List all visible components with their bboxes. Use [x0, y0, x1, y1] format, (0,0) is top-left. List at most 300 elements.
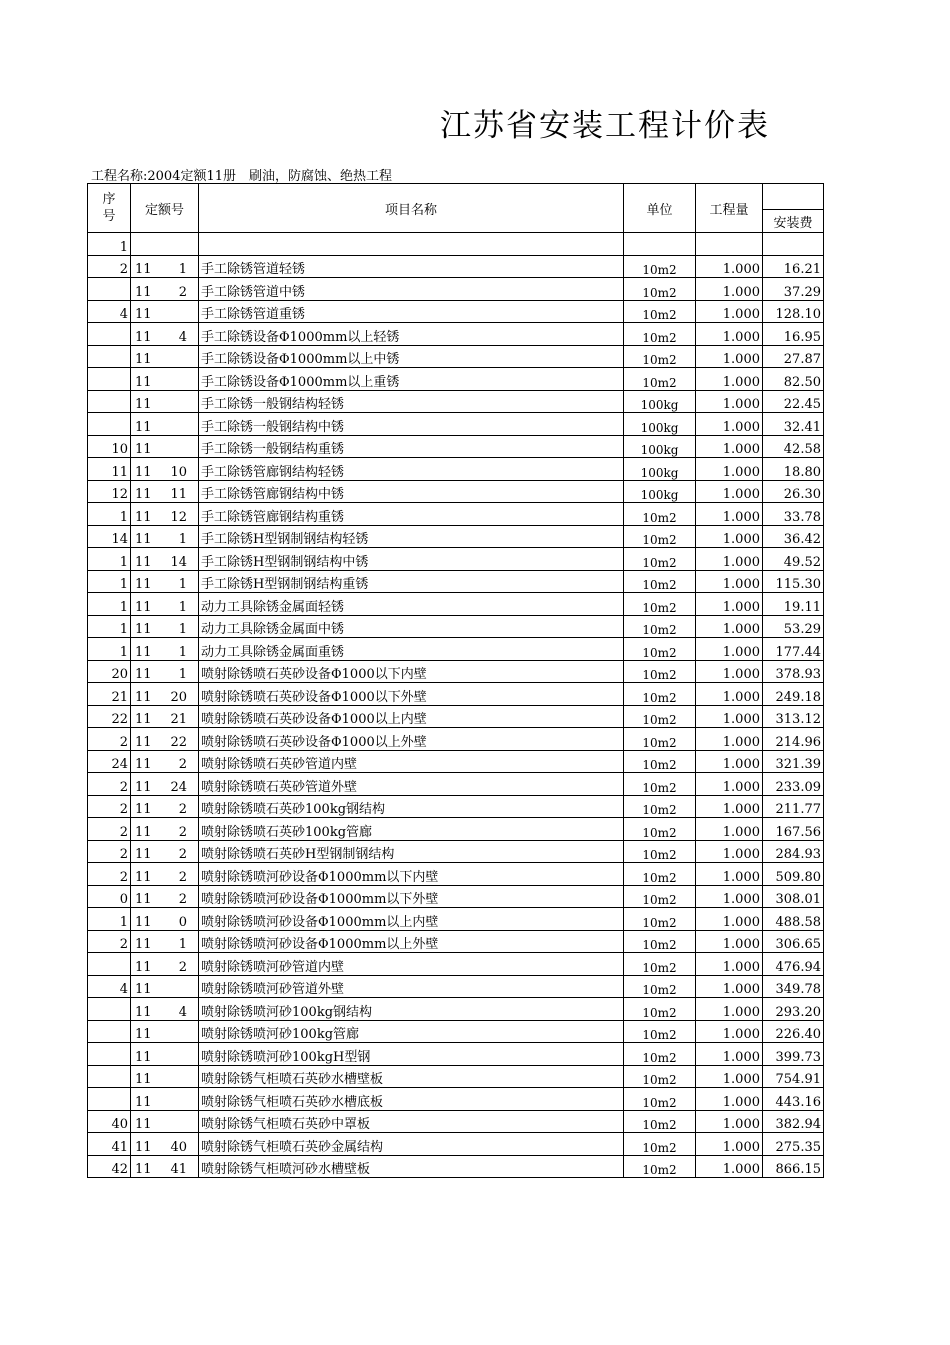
row-qty: 1.000 — [696, 480, 763, 503]
row-qty: 1.000 — [696, 323, 763, 346]
row-qty: 1.000 — [696, 930, 763, 953]
row-code-item: 22 — [170, 734, 187, 750]
row-unit: 100kg — [624, 458, 696, 481]
row-code-item: 2 — [178, 757, 187, 772]
row-seq: 1 — [88, 615, 131, 638]
row-fee: 82.50 — [763, 368, 824, 391]
table-row — [88, 998, 824, 1021]
row-unit: 10m2 — [624, 278, 696, 301]
row-fee: 177.44 — [763, 638, 824, 661]
row-code — [131, 638, 199, 661]
row-seq: 2 — [88, 795, 131, 818]
row-unit: 10m2 — [624, 300, 696, 323]
row-unit: 10m2 — [624, 953, 696, 976]
row-seq: 24 — [88, 750, 131, 773]
row-seq: 4 — [88, 300, 131, 323]
row-code-chapter: 11 — [135, 1139, 152, 1155]
table-row — [88, 683, 824, 706]
row-fee: 293.20 — [763, 998, 824, 1021]
row-seq: 1 — [88, 570, 131, 593]
row-qty: 1.000 — [696, 525, 763, 548]
row-unit: 10m2 — [624, 638, 696, 661]
row-name: 喷射除锈气柜喷石英砂水槽底板 — [199, 1088, 624, 1111]
row-code-item: 41 — [170, 1162, 187, 1177]
table-row — [88, 368, 824, 391]
row-code — [131, 503, 199, 526]
table-row — [88, 930, 824, 953]
row-unit: 10m2 — [624, 863, 696, 886]
row-qty: 1.000 — [696, 548, 763, 571]
row-unit: 10m2 — [624, 525, 696, 548]
row-code-item: 0 — [178, 914, 187, 930]
table-header — [88, 184, 824, 233]
table-row — [88, 953, 824, 976]
row-qty: 1.000 — [696, 908, 763, 931]
row-name: 动力工具除锈金属面重锈 — [199, 638, 624, 661]
row-qty: 1.000 — [696, 390, 763, 413]
row-qty: 1.000 — [696, 255, 763, 278]
row-unit: 10m2 — [624, 1110, 696, 1133]
row-code-chapter: 11 — [135, 802, 152, 817]
row-unit: 10m2 — [624, 975, 696, 998]
header-unit: 单位 — [624, 184, 696, 233]
row-fee: 382.94 — [763, 1110, 824, 1133]
table-body — [88, 233, 824, 1178]
row-qty: 1.000 — [696, 885, 763, 908]
row-code — [131, 908, 199, 931]
row-code-item: 4 — [178, 1004, 187, 1020]
row-code — [131, 233, 199, 256]
page-title: 江苏省安装工程计价表 — [440, 108, 770, 144]
row-unit: 10m2 — [624, 323, 696, 346]
row-seq: 2 — [88, 773, 131, 796]
row-name: 手工除锈管廊钢结构中锈 — [199, 480, 624, 503]
row-code — [131, 1110, 199, 1133]
row-code-item: 1 — [178, 667, 187, 682]
table-row — [88, 525, 824, 548]
row-fee: 866.15 — [763, 1155, 824, 1178]
row-code-chapter: 11 — [135, 959, 152, 975]
row-fee: 476.94 — [763, 953, 824, 976]
row-name: 手工除锈H型钢制钢结构重锈 — [199, 570, 624, 593]
row-seq — [88, 413, 131, 436]
row-seq: 14 — [88, 525, 131, 548]
row-name: 喷射除锈喷石英砂100kg钢结构 — [199, 795, 624, 818]
row-code — [131, 728, 199, 751]
row-unit: 100kg — [624, 480, 696, 503]
row-qty: 1.000 — [696, 953, 763, 976]
row-name: 喷射除锈喷石英砂管道外壁 — [199, 773, 624, 796]
row-seq: 0 — [88, 885, 131, 908]
row-code-item: 2 — [178, 892, 187, 907]
row-qty: 1.000 — [696, 683, 763, 706]
row-unit: 10m2 — [624, 818, 696, 841]
row-name: 喷射除锈气柜喷河砂水槽壁板 — [199, 1155, 624, 1178]
row-seq: 2 — [88, 818, 131, 841]
row-name: 手工除锈一般钢结构中锈 — [199, 413, 624, 436]
table-row — [88, 863, 824, 886]
row-code-chapter: 11 — [135, 464, 152, 480]
row-name: 手工除锈H型钢制钢结构轻锈 — [199, 525, 624, 548]
row-seq: 22 — [88, 705, 131, 728]
row-code — [131, 1065, 199, 1088]
row-code-chapter: 11 — [135, 892, 152, 907]
table-row — [88, 1110, 824, 1133]
row-unit: 10m2 — [624, 1155, 696, 1178]
row-fee: 399.73 — [763, 1043, 824, 1066]
row-qty: 1.000 — [696, 1020, 763, 1043]
row-qty: 1.000 — [696, 998, 763, 1021]
row-name: 手工除锈管廊钢结构轻锈 — [199, 458, 624, 481]
row-code-item: 1 — [178, 622, 187, 637]
row-code-chapter: 11 — [135, 667, 152, 682]
table-row — [88, 908, 824, 931]
row-unit: 100kg — [624, 390, 696, 413]
row-code-chapter: 11 — [135, 284, 152, 300]
row-unit: 10m2 — [624, 750, 696, 773]
row-code-item: 1 — [178, 262, 187, 277]
row-fee: 233.09 — [763, 773, 824, 796]
row-seq: 2 — [88, 840, 131, 863]
table-row — [88, 503, 824, 526]
table-row — [88, 458, 824, 481]
row-unit: 10m2 — [624, 705, 696, 728]
row-qty: 1.000 — [696, 435, 763, 458]
row-code-chapter: 11 — [135, 577, 152, 592]
row-code-chapter: 11 — [135, 757, 152, 772]
row-qty: 1.000 — [696, 300, 763, 323]
table-row — [88, 345, 824, 368]
row-code — [131, 323, 199, 346]
header-name: 项目名称 — [199, 184, 624, 233]
row-fee: 349.78 — [763, 975, 824, 998]
table-row — [88, 975, 824, 998]
row-seq: 11 — [88, 458, 131, 481]
row-name: 喷射除锈喷河砂设备Φ1000mm以上内壁 — [199, 908, 624, 931]
row-code-chapter: 11 — [135, 329, 152, 345]
row-code-chapter: 11 — [135, 1072, 152, 1087]
row-seq: 20 — [88, 660, 131, 683]
row-code-chapter: 11 — [135, 419, 152, 435]
row-code-chapter: 11 — [135, 442, 152, 457]
row-code — [131, 795, 199, 818]
row-name: 喷射除锈气柜喷石英砂金属结构 — [199, 1133, 624, 1156]
row-qty: 1.000 — [696, 368, 763, 391]
row-code-item: 2 — [178, 869, 187, 885]
row-code — [131, 525, 199, 548]
row-name: 喷射除锈喷河砂管道外壁 — [199, 975, 624, 998]
row-seq: 1 — [88, 638, 131, 661]
row-seq: 21 — [88, 683, 131, 706]
row-code-item: 14 — [170, 554, 187, 570]
row-seq — [88, 345, 131, 368]
row-name: 喷射除锈喷河砂设备Φ1000mm以上外壁 — [199, 930, 624, 953]
row-name: 喷射除锈喷石英砂管道内壁 — [199, 750, 624, 773]
row-fee: 226.40 — [763, 1020, 824, 1043]
row-code-item: 2 — [178, 847, 187, 862]
row-seq: 2 — [88, 930, 131, 953]
row-name: 手工除锈一般钢结构重锈 — [199, 435, 624, 458]
row-code-item: 11 — [170, 487, 187, 502]
row-seq: 1 — [88, 908, 131, 931]
row-unit: 10m2 — [624, 1043, 696, 1066]
row-code — [131, 390, 199, 413]
row-qty: 1.000 — [696, 503, 763, 526]
row-code-item: 2 — [178, 284, 187, 300]
row-code — [131, 1133, 199, 1156]
table-row — [88, 818, 824, 841]
row-fee: 313.12 — [763, 705, 824, 728]
row-unit: 10m2 — [624, 615, 696, 638]
table-row — [88, 1020, 824, 1043]
row-fee: 22.45 — [763, 390, 824, 413]
row-name: 喷射除锈喷河砂100kg钢结构 — [199, 998, 624, 1021]
row-code-item: 21 — [170, 712, 187, 727]
row-fee: 18.80 — [763, 458, 824, 481]
row-fee: 37.29 — [763, 278, 824, 301]
row-name: 喷射除锈喷石英砂H型钢制钢结构 — [199, 840, 624, 863]
row-code-chapter: 11 — [135, 487, 152, 502]
row-code — [131, 1155, 199, 1178]
row-qty: 1.000 — [696, 705, 763, 728]
row-name: 喷射除锈喷石英砂设备Φ1000以下内壁 — [199, 660, 624, 683]
table-row — [88, 1133, 824, 1156]
table-row — [88, 1065, 824, 1088]
row-qty: 1.000 — [696, 593, 763, 616]
table-row — [88, 705, 824, 728]
table-row — [88, 1088, 824, 1111]
row-code-chapter: 11 — [135, 599, 152, 615]
row-fee: 167.56 — [763, 818, 824, 841]
table-row — [88, 728, 824, 751]
table-row — [88, 480, 824, 503]
row-code-chapter: 11 — [135, 824, 152, 840]
row-seq: 40 — [88, 1110, 131, 1133]
row-fee: 16.21 — [763, 255, 824, 278]
row-code-item: 12 — [170, 509, 187, 525]
table-row — [88, 593, 824, 616]
row-seq — [88, 323, 131, 346]
row-code — [131, 930, 199, 953]
row-code-chapter: 11 — [135, 374, 152, 390]
row-name: 喷射除锈气柜喷石英砂水槽壁板 — [199, 1065, 624, 1088]
row-seq: 10 — [88, 435, 131, 458]
row-seq: 2 — [88, 255, 131, 278]
row-fee: 33.78 — [763, 503, 824, 526]
row-unit: 10m2 — [624, 1020, 696, 1043]
row-code-item: 40 — [170, 1139, 187, 1155]
row-code-item: 1 — [178, 644, 187, 660]
row-name: 手工除锈管廊钢结构重锈 — [199, 503, 624, 526]
row-code-chapter: 11 — [135, 532, 152, 547]
header-fee-group — [763, 184, 824, 210]
row-name: 手工除锈设备Φ1000mm以上轻锈 — [199, 323, 624, 346]
header-code: 定额号 — [131, 184, 199, 233]
row-fee: 27.87 — [763, 345, 824, 368]
row-unit: 10m2 — [624, 773, 696, 796]
row-seq — [88, 390, 131, 413]
table-row — [88, 435, 824, 458]
row-fee: 36.42 — [763, 525, 824, 548]
row-fee: 308.01 — [763, 885, 824, 908]
row-code-chapter: 11 — [135, 1162, 152, 1177]
row-seq: 12 — [88, 480, 131, 503]
row-fee: 321.39 — [763, 750, 824, 773]
row-code — [131, 818, 199, 841]
row-unit: 10m2 — [624, 1088, 696, 1111]
table-row — [88, 1155, 824, 1178]
row-code-chapter: 11 — [135, 307, 152, 322]
row-unit: 10m2 — [624, 255, 696, 278]
row-unit: 10m2 — [624, 840, 696, 863]
row-unit: 10m2 — [624, 683, 696, 706]
row-code-chapter: 11 — [135, 914, 152, 930]
row-name: 喷射除锈气柜喷石英砂中罩板 — [199, 1110, 624, 1133]
row-qty: 1.000 — [696, 773, 763, 796]
row-name: 喷射除锈喷石英砂设备Φ1000以上内壁 — [199, 705, 624, 728]
row-code-item: 1 — [178, 937, 187, 952]
row-code — [131, 480, 199, 503]
row-seq — [88, 368, 131, 391]
row-fee: 488.58 — [763, 908, 824, 931]
row-seq: 1 — [88, 548, 131, 571]
row-code — [131, 458, 199, 481]
row-code-item: 2 — [178, 802, 187, 817]
table-row — [88, 255, 824, 278]
row-seq: 2 — [88, 863, 131, 886]
row-fee: 378.93 — [763, 660, 824, 683]
row-code-chapter: 11 — [135, 982, 152, 997]
row-code-chapter: 11 — [135, 1094, 152, 1110]
row-code — [131, 885, 199, 908]
row-unit: 10m2 — [624, 1065, 696, 1088]
row-name: 手工除锈设备Φ1000mm以上重锈 — [199, 368, 624, 391]
row-seq: 42 — [88, 1155, 131, 1178]
row-qty: 1.000 — [696, 458, 763, 481]
pricing-table — [87, 183, 824, 1178]
table-row — [88, 795, 824, 818]
row-code-item: 2 — [178, 824, 187, 840]
row-seq: 1 — [88, 503, 131, 526]
row-code — [131, 435, 199, 458]
row-qty: 1.000 — [696, 795, 763, 818]
row-code-chapter: 11 — [135, 689, 152, 705]
row-code-item: 24 — [170, 779, 187, 795]
row-fee: 19.11 — [763, 593, 824, 616]
row-qty: 1.000 — [696, 638, 763, 661]
row-seq: 4 — [88, 975, 131, 998]
row-code-chapter: 11 — [135, 779, 152, 795]
row-seq — [88, 1020, 131, 1043]
row-name — [199, 233, 624, 256]
row-name: 手工除锈H型钢制钢结构中锈 — [199, 548, 624, 571]
row-fee — [763, 233, 824, 256]
table-row — [88, 570, 824, 593]
table-row — [88, 840, 824, 863]
row-fee: 249.18 — [763, 683, 824, 706]
row-seq — [88, 953, 131, 976]
row-code-chapter: 11 — [135, 397, 152, 412]
row-name: 喷射除锈喷河砂设备Φ1000mm以下外壁 — [199, 885, 624, 908]
row-code — [131, 413, 199, 436]
row-unit: 10m2 — [624, 1133, 696, 1156]
row-code-item: 20 — [170, 689, 187, 705]
row-code — [131, 368, 199, 391]
row-qty: 1.000 — [696, 345, 763, 368]
row-qty: 1.000 — [696, 1155, 763, 1178]
row-code-item: 2 — [178, 959, 187, 975]
row-name: 手工除锈一般钢结构轻锈 — [199, 390, 624, 413]
table-row — [88, 638, 824, 661]
row-code — [131, 278, 199, 301]
table-row — [88, 773, 824, 796]
row-unit: 10m2 — [624, 548, 696, 571]
row-name: 手工除锈管道重锈 — [199, 300, 624, 323]
row-qty: 1.000 — [696, 660, 763, 683]
row-code-chapter: 11 — [135, 712, 152, 727]
table-row — [88, 660, 824, 683]
row-fee: 754.91 — [763, 1065, 824, 1088]
row-code — [131, 593, 199, 616]
table-row — [88, 413, 824, 436]
row-code — [131, 345, 199, 368]
row-fee: 115.30 — [763, 570, 824, 593]
row-unit: 10m2 — [624, 908, 696, 931]
table-row — [88, 548, 824, 571]
row-qty: 1.000 — [696, 413, 763, 436]
row-unit: 10m2 — [624, 998, 696, 1021]
row-code-chapter: 11 — [135, 937, 152, 952]
row-name: 喷射除锈喷河砂管道内壁 — [199, 953, 624, 976]
row-unit: 10m2 — [624, 570, 696, 593]
header-qty: 工程量 — [696, 184, 763, 233]
table-row — [88, 1043, 824, 1066]
row-code-chapter: 11 — [135, 352, 152, 367]
row-name: 手工除锈管道中锈 — [199, 278, 624, 301]
row-seq: 2 — [88, 728, 131, 751]
row-name: 动力工具除锈金属面中锈 — [199, 615, 624, 638]
row-code-chapter: 11 — [135, 622, 152, 637]
row-fee: 306.65 — [763, 930, 824, 953]
row-unit: 10m2 — [624, 593, 696, 616]
header-fee: 安装费 — [763, 210, 824, 233]
table-row — [88, 233, 824, 256]
row-qty: 1.000 — [696, 728, 763, 751]
table-row — [88, 300, 824, 323]
row-fee: 211.77 — [763, 795, 824, 818]
row-code-chapter: 11 — [135, 1117, 152, 1132]
row-seq — [88, 278, 131, 301]
table-row — [88, 390, 824, 413]
row-code-chapter: 11 — [135, 262, 152, 277]
row-name: 喷射除锈喷河砂设备Φ1000mm以下内壁 — [199, 863, 624, 886]
row-unit: 10m2 — [624, 930, 696, 953]
row-code — [131, 615, 199, 638]
table-row — [88, 323, 824, 346]
row-seq — [88, 1088, 131, 1111]
row-code-item: 1 — [178, 532, 187, 547]
row-fee: 214.96 — [763, 728, 824, 751]
row-fee: 509.80 — [763, 863, 824, 886]
row-qty: 1.000 — [696, 975, 763, 998]
row-code — [131, 975, 199, 998]
row-code-chapter: 11 — [135, 509, 152, 525]
row-code-item: 4 — [178, 329, 187, 345]
table-row — [88, 750, 824, 773]
row-code-chapter: 11 — [135, 1049, 152, 1065]
row-fee: 42.58 — [763, 435, 824, 458]
row-code — [131, 570, 199, 593]
